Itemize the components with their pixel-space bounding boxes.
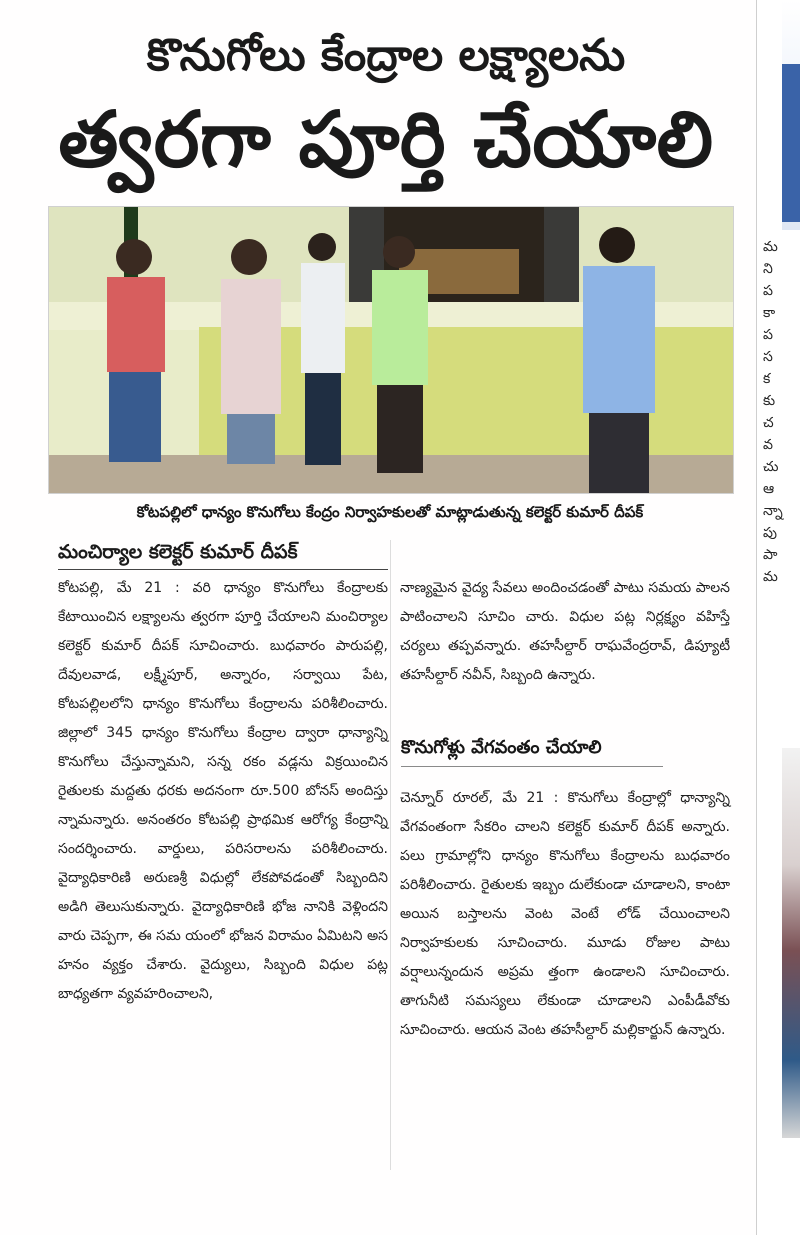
- article-column-left: [58, 574, 388, 1009]
- article-paragraph-left: కోటపల్లి, మే 21 : వరి ధాన్యం కొనుగోలు కేంద్రాలకు కేటాయించిన లక్ష్యాలను త్వరగా పూర్తి చేయాలని మంచిర్యాల కలెక్టర్ కుమార్ దీపక్ సూచించారు. బుధవారం పారుపల్లి, దేవులవాడ, లక్ష్మీపూర్, అన్నారం, సర్వాయి పేట, కోటపల్లిలలోని ధాన్యం కొనుగోలు కేంద్రాలను పరిశీలించారు. జిల్లాలో 345 ధాన్యం కొనుగోలు కేంద్రాల ద్వారా ధాన్యాన్ని కొనుగోలు చేస్తున్నామని, సన్న రకం వడ్లను విక్రయించిన రైతులకు మద్దతు ధరకు అదనంగా రూ.500 బోనస్ అందిస్తు న్నామన్నారు. అనంతరం కోటపల్లి ప్రాథమిక ఆరోగ్య కేంద్రాన్ని సందర్శించారు. వార్డులు, పరిసరాలను పరిశీలించారు. వైద్యాధికారిణి అరుణశ్రీ విధుల్లో లేకపోవడంతో సిబ్బందిని అడిగి తెలుసుకున్నారు. వైద్యాధికారిణి భోజ నానికి వెళ్లిందని వారు చెప్పగా, ఈ సమ యంలో భోజన విరామం ఏమిటని అస హనం వ్యక్తం చేశారు. వైద్యులు, సిబ్బంది విధుల పట్ల బాధ్యతగా వ్యవహరించాలని,: [58, 580, 388, 1002]
- person-3: [301, 233, 345, 465]
- strip-blue-band: [782, 64, 800, 222]
- article-paragraph-right: నాణ్యమైన వైద్య సేవలు అందించడంతో పాటు సమయ పాలన పాటించాలని సూచిం చారు. విధుల పట్ల నిర్లక్ష్యం వహిస్తే చర్యలు తప్పవన్నారు. తహసీల్దార్ రాఘవేంద్రరావ్, డిప్యూటీ తహసీల్దార్ నవీన్, సిబ్బంది ఉన్నారు.: [400, 580, 730, 683]
- secondary-article-column: [400, 784, 730, 1045]
- person-5: [583, 227, 655, 493]
- person-4: [372, 236, 428, 473]
- photo-illustration: [49, 207, 733, 493]
- secondary-headline-rule: [401, 766, 663, 767]
- byline-rule: [58, 569, 388, 570]
- adjacent-column-text: [763, 236, 799, 588]
- strip-photo: [782, 748, 800, 1138]
- photo-shutter-right: [544, 207, 579, 302]
- article-byline: మంచిర్యాల కలెక్టర్ కుమార్ దీపక్: [58, 541, 298, 563]
- photo-caption: కోటపల్లిలో ధాన్యం కొనుగోలు కేంద్రం నిర్వాహకులతో మాట్లాడుతున్న కలెక్టర్ కుమార్ దీపక్: [136, 503, 644, 521]
- headline-line-2: త్వరగా పూర్తి చేయాలి: [58, 96, 714, 185]
- article-column-right: [400, 574, 730, 690]
- column-divider: [390, 540, 391, 1170]
- headline-line-1: కొనుగోలు కేంద్రాల లక్ష్యాలను: [146, 30, 626, 81]
- secondary-headline: కొనుగోళ్లు వేగవంతం చేయాలి: [401, 737, 602, 758]
- adjacent-column-text-content: మ ని ప కా ప స క కు చ వ చు ఆ న్నా పు పా మ: [763, 239, 783, 585]
- secondary-article-paragraph: చెన్నూర్ రూరల్, మే 21 : కొనుగోలు కేంద్రాల్లో ధాన్యాన్ని వేగవంతంగా సేకరిం చాలని కలెక్టర్ కుమార్ దీపక్ అన్నారు. పలు గ్రామాల్లోని ధాన్యం కొనుగోలు కేంద్రాలను బుధవారం పరిశీలించారు. రైతులకు ఇబ్బం దులేకుండా చూడాలని, కాంటా అయిన బస్తాలను వెంట వెంటే లోడ్ చేయించాలని నిర్వాహకులకు సూచించారు. మూడు రోజుల పాటు వర్షాలున్నందున అప్రమ త్తంగా ఉండాలని సూచించారు. తాగునీటి సమస్యలు లేకుండా చూడాలని ఎంపీడీవోకు సూచించారు. ఆయన వెంట తహసీల్దార్ మల్లికార్జున్ ఉన్నారు.: [400, 790, 730, 1038]
- news-photo: [48, 206, 734, 494]
